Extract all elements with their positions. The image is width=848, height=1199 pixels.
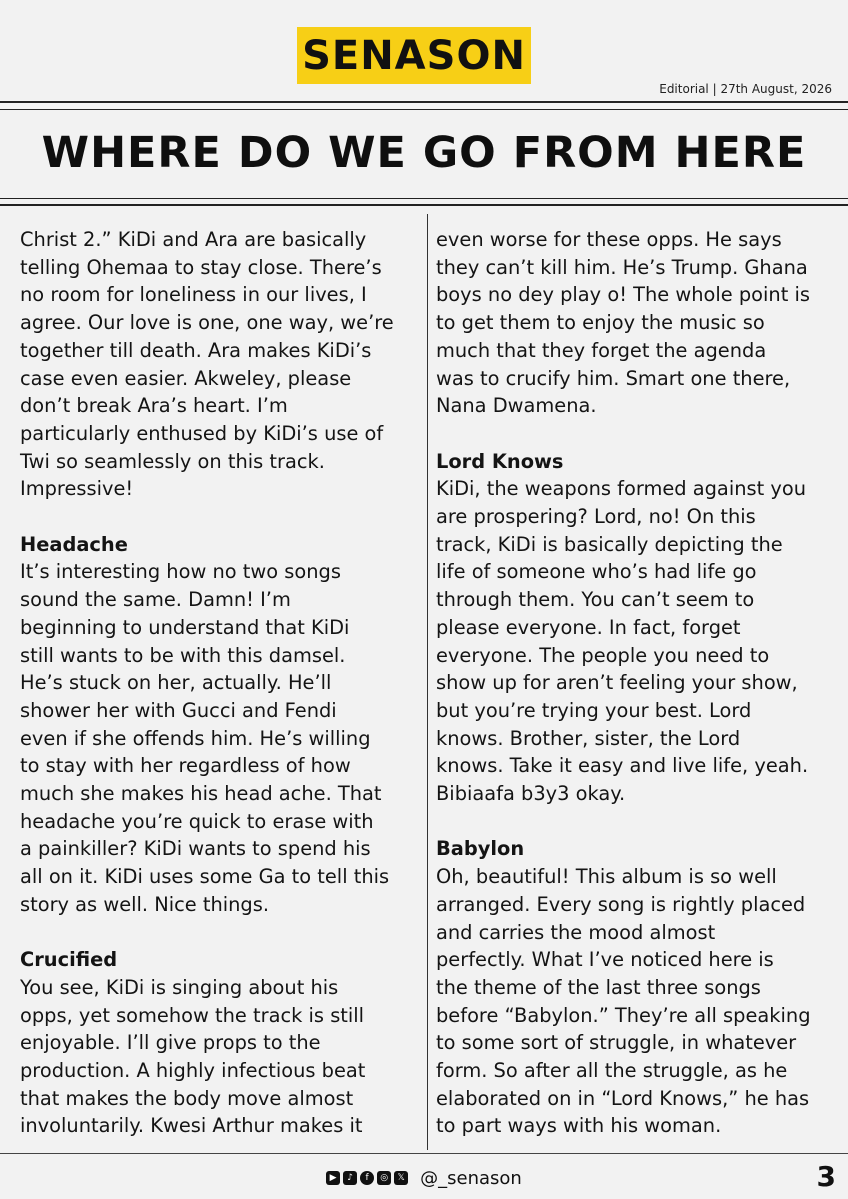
footer xyxy=(0,1163,848,1193)
editorial-date: Editorial | 27th August, 2026 xyxy=(659,82,832,96)
column-divider xyxy=(427,214,428,1150)
headache-heading: Headache xyxy=(20,532,128,556)
right-column xyxy=(436,226,836,1140)
tiktok-icon[interactable]: ♪ xyxy=(343,1171,357,1185)
crucified-heading: Crucified xyxy=(20,948,118,972)
babylon-paragraph: Oh, beautiful! This album is so well arranged. Every song is rightly placed and carries the mood almost perfectly. What I’ve noticed here is the theme of the last three songs before “Babylon.” They’re all speaking to some sort of struggle, in whatever form. So after all the struggle, as he elaborated on in “Lord Knows,” he has to part ways with his woman. xyxy=(436,865,811,1138)
headache-paragraph: It’s interesting how no two songs sound the same. Damn! I’m beginning to understand that KiDi still wants to be with this damsel. He’s stuck on her, actually. He’ll shower her with Gucci and Fendi even if she offends him. He’s willing to stay with her regardless of how much she makes his head ache. That headache you’re quick to erase with a painkiller? KiDi wants to spend his all on it. KiDi uses some Ga to tell this story as well. Nice things. xyxy=(20,560,390,916)
right-intro-paragraph: even worse for these opps. He says they can’t kill him. He’s Trump. Ghana boys no dey play o! The whole point is to get them to enjoy the music so much that they forget the agenda was to crucify him. Smart one there, Nana Dwamena. xyxy=(436,228,810,418)
youtube-icon[interactable]: ▶ xyxy=(326,1171,340,1185)
title-rule xyxy=(0,204,848,206)
article-title: WHERE DO WE GO FROM HERE xyxy=(41,128,807,178)
babylon-heading: Babylon xyxy=(436,837,525,861)
crucified-paragraph: You see, KiDi is singing about his opps, yet somehow the track is still enjoyable. I’ll give props to the production. A highly infectious beat that makes the body move almost involuntarily. Kwesi Arthur makes it xyxy=(20,975,366,1138)
left-intro-paragraph: Christ 2.” KiDi and Ara are basically telling Ohemaa to stay close. There’s no room for loneliness in our lives, I agree. Our love is one, one way, we’re together till death. Ara makes KiDi’s case even easier. Akweley, please don’t break Ara’s heart. I’m particularly enthused by KiDi’s use of Twi so seamlessly on this track. Impressive! xyxy=(20,228,394,501)
top-rule xyxy=(0,101,848,103)
senason-logo: SENASON xyxy=(297,27,531,84)
page-number: 3 xyxy=(816,1160,836,1193)
social-icons xyxy=(326,1171,408,1185)
lord-knows-heading: Lord Knows xyxy=(436,449,564,473)
top-rule-thin xyxy=(0,109,848,110)
social-handle[interactable]: @_senason xyxy=(420,1167,522,1189)
title-rule-thin xyxy=(0,198,848,199)
lord-knows-paragraph: KiDi, the weapons formed against you are prospering? Lord, no! On this track, KiDi is basically depicting the life of someone who’s had life go through them. You can’t seem to please everyone. In fact, forget everyone. The people you need to show up for aren’t feeling your show, but you’re trying your best. Lord knows. Brother, sister, the Lord knows. Take it easy and live life, yeah. Bibiaafa b3y3 okay. xyxy=(436,477,809,806)
footer-rule xyxy=(0,1153,848,1154)
left-column xyxy=(20,226,420,1140)
instagram-icon[interactable]: ◎ xyxy=(377,1171,391,1185)
facebook-icon[interactable]: f xyxy=(360,1171,374,1185)
x-icon[interactable]: 𝕏 xyxy=(394,1171,408,1185)
